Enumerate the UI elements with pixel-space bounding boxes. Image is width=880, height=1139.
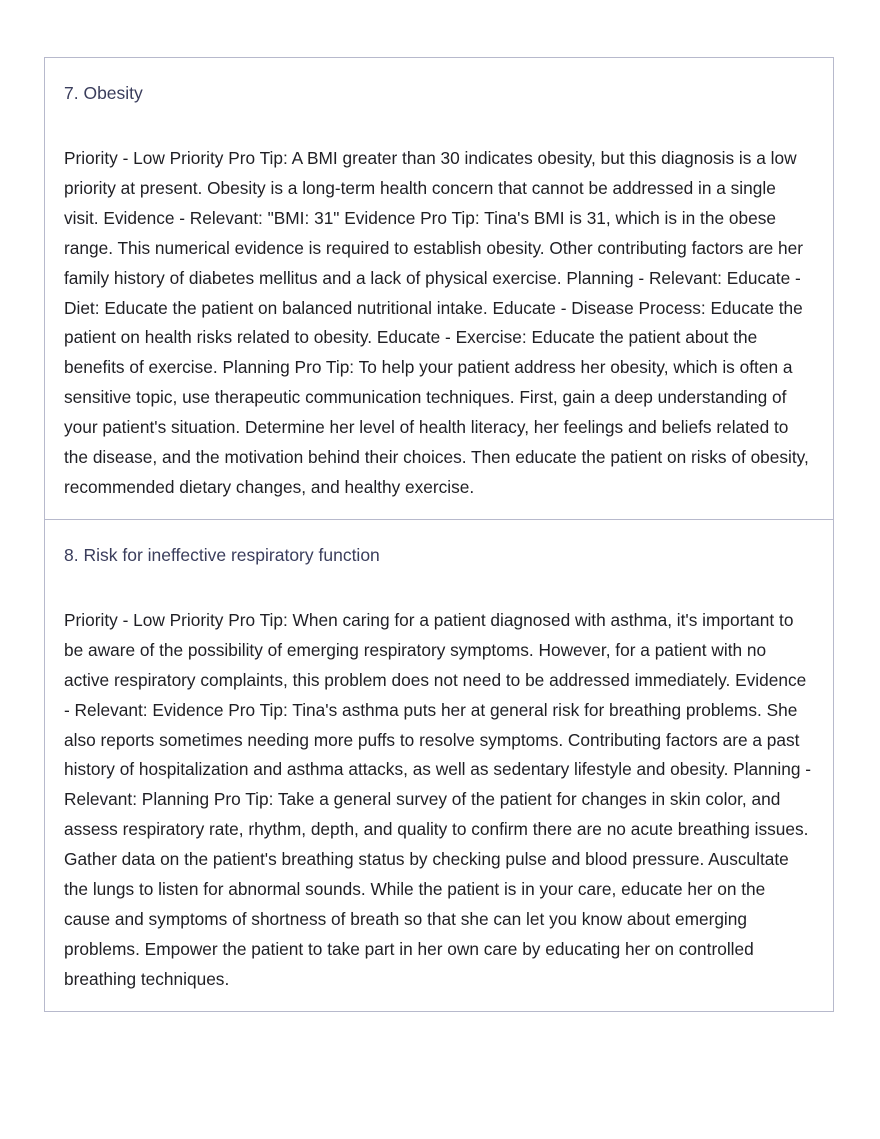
section-title: 8. Risk for ineffective respiratory function xyxy=(64,544,380,565)
diagnosis-section-respiratory xyxy=(45,519,833,1011)
section-body: Priority - Low Priority Pro Tip: When caring for a patient diagnosed with asthma, it's important to be aware of the possibility of emerging respiratory symptoms. However, for a patient with no active respiratory complaints, this problem does not need to be addressed immediately. Evidence - Relevant: Evidence Pro Tip: Tina's asthma puts her at general risk for breathing problems. She also reports sometimes needing more puffs to resolve symptoms. Contributing factors are a past history of hospitalization and asthma attacks, as well as sedentary lifestyle and obesity. Planning - Relevant: Planning Pro Tip: Take a general survey of the patient for changes in skin color, and assess respiratory rate, rhythm, depth, and quality to confirm there are no acute breathing issues. Gather data on the patient's breathing status by checking pulse and blood pressure. Auscultate the lungs to listen for abnormal sounds. While the patient is in your care, educate her on the cause and symptoms of shortness of breath so that she can let you know about emerging problems. Empower the patient to take part in her own care by educating her on controlled breathing techniques. xyxy=(64,609,812,989)
section-title: 7. Obesity xyxy=(64,83,143,103)
diagnosis-card xyxy=(44,57,834,1012)
section-body: Priority - Low Priority Pro Tip: A BMI greater than 30 indicates obesity, but this diagnosis is a low priority at present. Obesity is a long-term health concern that cannot be addressed in a single visit. Evidence - Relevant: "BMI: 31" Evidence Pro Tip: Tina's BMI is 31, which is in the obese range. This numerical evidence is required to establish obesity. Other contributing factors are her family history of diabetes mellitus and a lack of physical exercise. Planning - Relevant: Educate - Diet: Educate the patient on balanced nutritional intake. Educate - Disease Process: Educate the patient on health risks related to obesity. Educate - Exercise: Educate the patient about the benefits of exercise. Planning Pro Tip: To help your patient address her obesity, which is often a sensitive topic, use therapeutic communication techniques. First, gain a deep understanding of your patient's situation. Determine her level of health literacy, her feelings and beliefs related to the disease, and the motivation behind their choices. Then educate the patient on risks of obesity, recommended dietary changes, and healthy exercise. xyxy=(64,148,809,497)
diagnosis-section-obesity xyxy=(45,58,833,519)
